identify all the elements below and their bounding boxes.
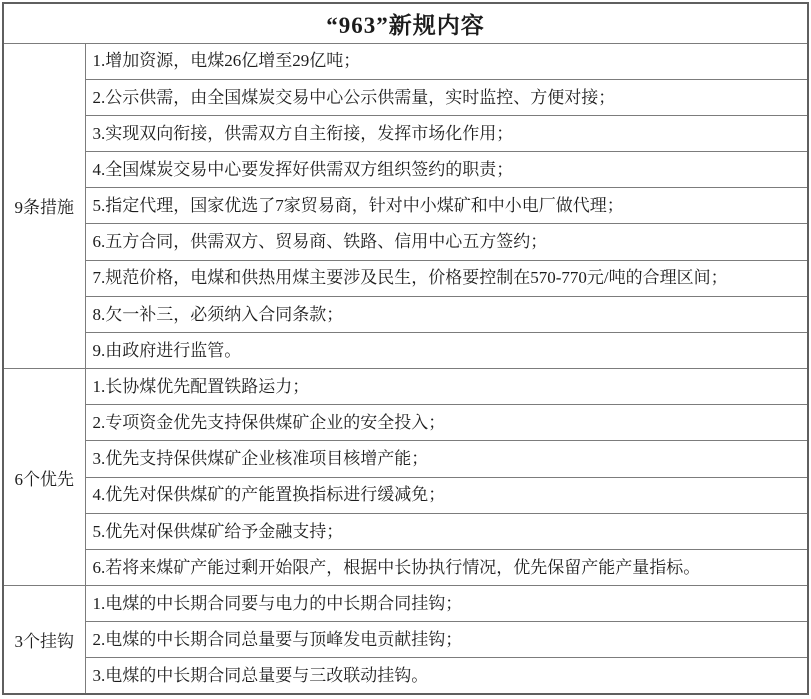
table-row xyxy=(3,622,808,658)
measure-item-9: 9.由政府进行监管。 xyxy=(85,332,808,368)
table-header-row xyxy=(3,3,808,43)
measure-item-2: 2.公示供需，由全国煤炭交易中心公示供需量，实时监控、方便对接； xyxy=(85,79,808,115)
table-row xyxy=(3,224,808,260)
table-row xyxy=(3,405,808,441)
rules-table xyxy=(2,2,809,695)
priority-item-2: 2.专项资金优先支持保供煤矿企业的安全投入； xyxy=(85,405,808,441)
measure-item-8: 8.欠一补三，必须纳入合同条款； xyxy=(85,296,808,332)
table-row xyxy=(3,477,808,513)
section-label-priorities: 6个优先 xyxy=(3,369,85,586)
priority-item-4: 4.优先对保供煤矿的产能置换指标进行缓减免； xyxy=(85,477,808,513)
linkage-item-3: 3.电煤的中长期合同总量要与三改联动挂钩。 xyxy=(85,658,808,694)
table-row xyxy=(3,513,808,549)
table-row xyxy=(3,43,808,79)
table-row xyxy=(3,332,808,368)
table-row xyxy=(3,260,808,296)
priority-item-1: 1.长协煤优先配置铁路运力； xyxy=(85,369,808,405)
table-row xyxy=(3,658,808,694)
table-row xyxy=(3,549,808,585)
priority-item-6: 6.若将来煤矿产能过剩开始限产，根据中长协执行情况，优先保留产能产量指标。 xyxy=(85,549,808,585)
table-row xyxy=(3,79,808,115)
section-label-linkages: 3个挂钩 xyxy=(3,586,85,694)
table-row xyxy=(3,586,808,622)
document-page xyxy=(0,2,811,699)
linkage-item-1: 1.电煤的中长期合同要与电力的中长期合同挂钩； xyxy=(85,586,808,622)
measure-item-3: 3.实现双向衔接，供需双方自主衔接，发挥市场化作用； xyxy=(85,115,808,151)
linkage-item-2: 2.电煤的中长期合同总量要与顶峰发电贡献挂钩； xyxy=(85,622,808,658)
priority-item-3: 3.优先支持保供煤矿企业核准项目核增产能； xyxy=(85,441,808,477)
measure-item-4: 4.全国煤炭交易中心要发挥好供需双方组织签约的职责； xyxy=(85,152,808,188)
table-row xyxy=(3,369,808,405)
table-row xyxy=(3,441,808,477)
table-row xyxy=(3,152,808,188)
measure-item-5: 5.指定代理，国家优选了7家贸易商，针对中小煤矿和中小电厂做代理； xyxy=(85,188,808,224)
measure-item-6: 6.五方合同，供需双方、贸易商、铁路、信用中心五方签约； xyxy=(85,224,808,260)
table-row xyxy=(3,115,808,151)
table-row xyxy=(3,188,808,224)
section-label-measures: 9条措施 xyxy=(3,43,85,368)
measure-item-1: 1.增加资源，电煤26亿增至29亿吨； xyxy=(85,43,808,79)
measure-item-7: 7.规范价格，电煤和供热用煤主要涉及民生，价格要控制在570-770元/吨的合理区间； xyxy=(85,260,808,296)
table-title: “963”新规内容 xyxy=(3,3,808,43)
table-row xyxy=(3,296,808,332)
priority-item-5: 5.优先对保供煤矿给予金融支持； xyxy=(85,513,808,549)
